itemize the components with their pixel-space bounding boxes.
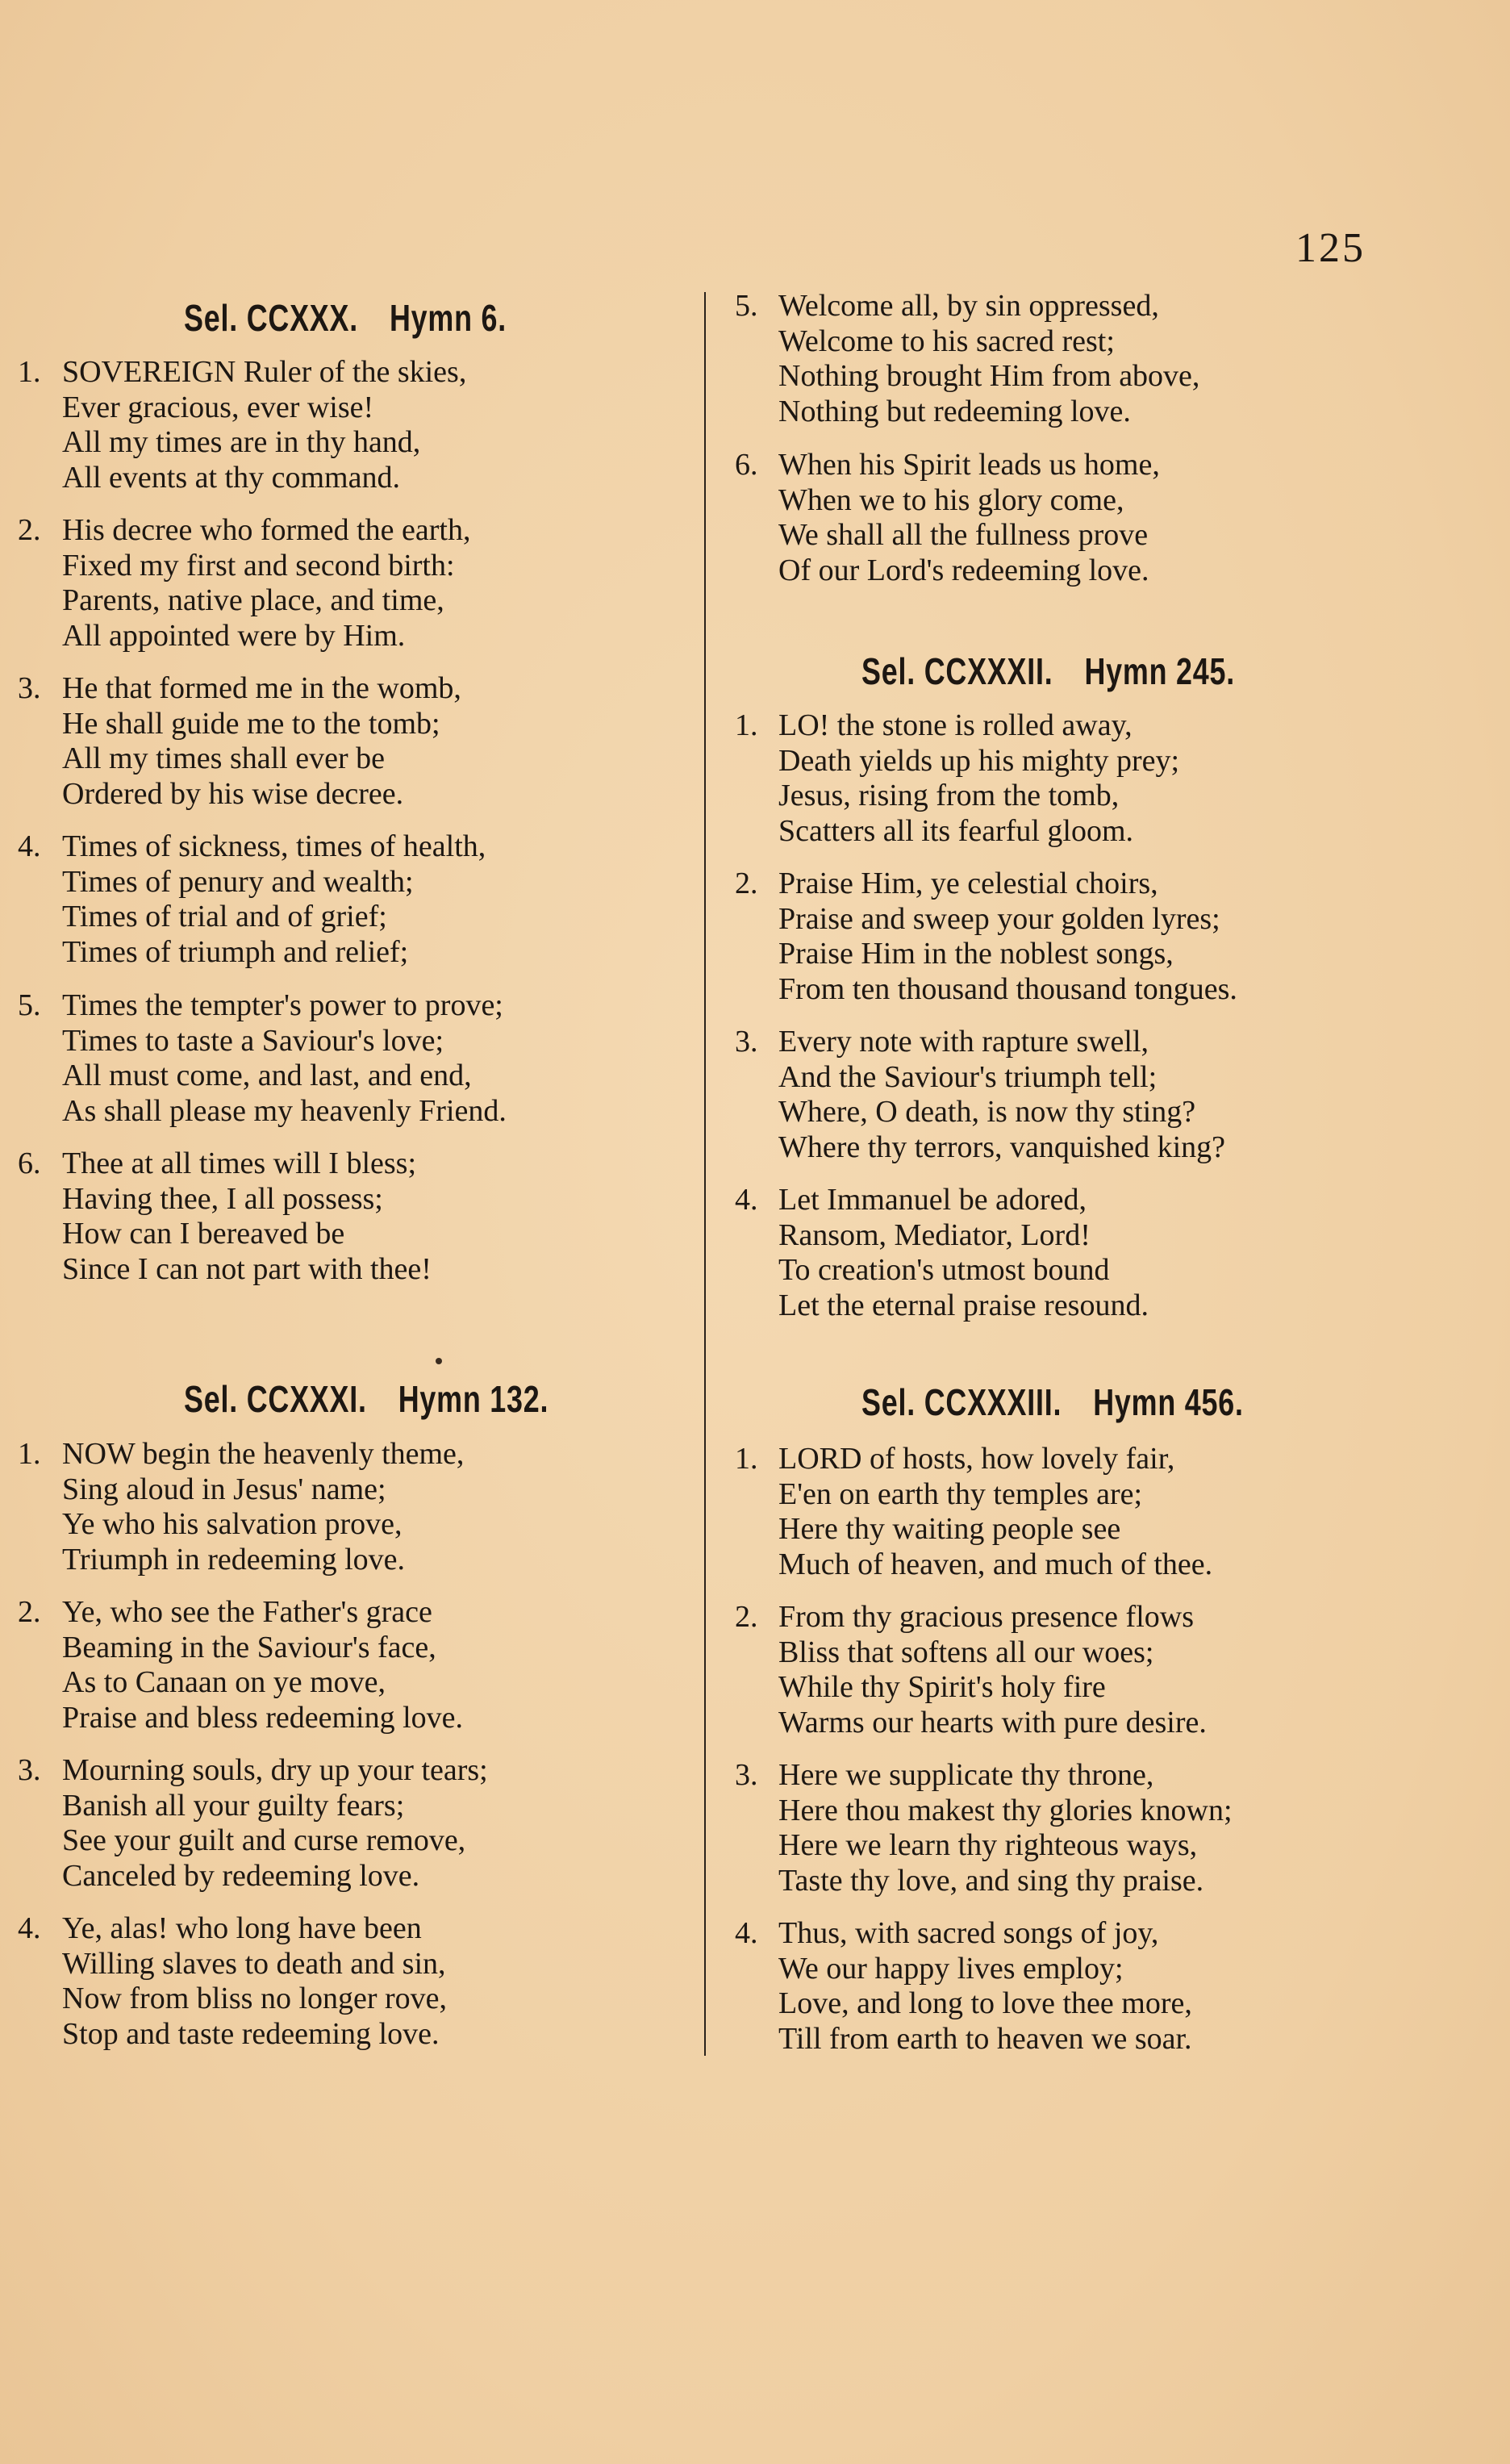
verse-line: LO! the stone is rolled away, [778,708,1132,742]
verse-number: 1. [18,355,41,389]
verse-line: Willing slaves to death and sin, [62,1946,446,1981]
verse-lines [778,1600,1207,1740]
verse-number: 5. [18,988,41,1022]
verse-line: All my times are in thy hand, [62,425,421,459]
verse-line: Triumph in redeeming love. [62,1542,405,1577]
verse-lines [778,1916,1192,2057]
verse-line: Nothing brought Him from above, [778,359,1200,393]
verse-line: Ever gracious, ever wise! [62,390,374,424]
verse-line: Times the tempter's power to prove; [62,988,503,1022]
verse-lines [62,513,470,654]
verse-line: Till from earth to heaven we soar. [778,2021,1192,2056]
verse-lines [778,1758,1233,1898]
hymn-number: Hymn 456. [1093,1381,1244,1423]
verse-line: E'en on earth thy temples are; [778,1476,1143,1511]
verse-line: Ye, who see the Father's grace [62,1595,432,1629]
verse-line: Here thou makest thy glories known; [778,1793,1233,1827]
verse-line: Fixed my first and second birth: [62,548,455,583]
verse-line: Sing aloud in Jesus' name; [62,1472,386,1506]
verse-lines [778,708,1179,849]
verse-number: 4. [735,1183,758,1217]
verse-line: Every note with rapture swell, [778,1025,1149,1059]
hymn-number: Hymn 132. [398,1378,549,1420]
selection-number: Sel. CCXXXI. [184,1378,367,1420]
verse-line: Where thy terrors, vanquished king? [778,1130,1225,1164]
verse-lines [778,1442,1212,1582]
selection-number: Sel. CCXXXII. [861,650,1053,692]
verse-number: 2. [735,1600,758,1634]
verse-number: 4. [18,1911,41,1945]
verse-line: Times of penury and wealth; [62,864,414,899]
verse-lines [778,289,1199,429]
hymn-number: Hymn 6. [389,297,507,339]
verse-number: 2. [18,1595,41,1629]
verse-line: Here we supplicate thy throne, [778,1758,1154,1792]
verse-line: Welcome all, by sin oppressed, [778,289,1159,323]
verse-lines [778,1025,1225,1165]
verse-line: Let Immanuel be adored, [778,1183,1087,1217]
verse-number: 1. [735,708,758,742]
verse-line: From ten thousand thousand tongues. [778,971,1237,1006]
verse-line: Mourning souls, dry up your tears; [62,1753,488,1787]
verse-line: Thee at all times will I bless; [62,1146,417,1180]
verse-lines [62,671,461,812]
verse-line: Here thy waiting people see [778,1512,1121,1546]
verse-line: Where, O death, is now thy sting? [778,1095,1196,1129]
verse-line: Scatters all its fearful gloom. [778,813,1134,848]
verse-line: As to Canaan on ye move, [62,1665,386,1699]
verse-line: Stop and taste redeeming love. [62,2016,440,2051]
hymn-heading [184,297,507,339]
verse-lines [62,988,507,1129]
verse-line: Times of trial and of grief; [62,900,387,933]
verse-number: 4. [18,829,41,863]
verse-line: Praise Him, ye celestial choirs, [778,867,1158,900]
verse-line: Warms our hearts with pure desire. [778,1705,1207,1739]
verse-number: 3. [18,671,41,705]
verse-line: Praise and sweep your golden lyres; [778,901,1220,936]
hymn-heading [184,1378,549,1420]
verse-line: Praise and bless redeeming love. [62,1700,464,1735]
verse-line: While thy Spirit's holy fire [778,1670,1106,1704]
verse-line: Let the eternal praise resound. [778,1288,1149,1322]
verse-line: Praise Him in the noblest songs, [778,937,1174,971]
verse-line: Since I can not part with thee! [62,1251,432,1286]
verse-line: Ye, alas! who long have been [62,1911,422,1945]
verse-lines [62,1437,464,1577]
verse-number: 2. [735,867,758,900]
verse-line: Jesus, rising from the tomb, [778,779,1120,812]
verse-line: Welcome to his sacred rest; [778,324,1115,358]
verse-line: Canceled by redeeming love. [62,1858,420,1893]
verse-line: Parents, native place, and time, [62,583,444,617]
verse-line: We our happy lives employ; [778,1951,1124,1986]
hymn-heading [861,650,1235,692]
verse-line: LORD of hosts, how lovely fair, [778,1442,1175,1476]
verse-line: All must come, and last, and end, [62,1059,472,1092]
verse-line: NOW begin the heavenly theme, [62,1437,465,1471]
verse-line: When his Spirit leads us home, [778,448,1160,482]
verse-line: Of our Lord's redeeming love. [778,553,1149,587]
verse-line: Times to taste a Saviour's love; [62,1023,444,1058]
verse-line: When we to his glory come, [778,482,1124,517]
verse-number: 4. [735,1916,758,1950]
verse-line: SOVEREIGN Ruler of the skies, [62,355,467,389]
verse-lines [62,1911,447,2052]
verse-number: 5. [735,289,758,323]
verse-line: He that formed me in the womb, [62,671,461,705]
verse-lines [62,355,466,495]
verse-lines [62,1595,463,1735]
verse-line: All my times shall ever be [62,741,385,775]
verse-line: Beaming in the Saviour's face, [62,1630,436,1664]
verse-line: Thus, with sacred songs of joy, [778,1916,1159,1950]
verse-line: From thy gracious presence flows [778,1600,1194,1634]
verse-number: 3. [735,1025,758,1059]
verse-number: 3. [18,1753,41,1787]
verse-lines [778,867,1237,1007]
verse-line: His decree who formed the earth, [62,513,471,547]
verse-number: 3. [735,1758,758,1792]
verse-line: Nothing but redeeming love. [778,394,1131,428]
verse-lines [778,448,1160,588]
verse-line: Banish all your guilty fears; [62,1788,405,1823]
verse-line: Ordered by his wise decree. [62,776,404,811]
verse-lines [62,1146,432,1287]
verse-line: Bliss that softens all our woes; [778,1635,1154,1669]
column-divider [704,292,706,2056]
verse-lines [62,1753,488,1894]
verse-line: Death yields up his mighty prey; [778,743,1180,778]
verse-line: Times of triumph and relief; [62,934,409,969]
verse-number: 6. [735,448,758,482]
verse-line: Now from bliss no longer rove, [62,1982,448,2015]
verse-lines [778,1183,1149,1323]
verse-line: We shall all the fullness prove [778,518,1149,552]
verse-line: Times of sickness, times of health, [62,829,486,863]
verse-line: Ransom, Mediator, Lord! [778,1217,1091,1252]
page-speck [436,1358,442,1364]
verse-line: And the Saviour's triumph tell; [778,1059,1158,1094]
hymn-heading [861,1381,1244,1423]
verse-line: Love, and long to love thee more, [778,1986,1192,2020]
selection-number: Sel. CCXXX. [184,297,358,339]
hymn-number: Hymn 245. [1084,650,1235,692]
verse-line: He shall guide me to the tomb; [62,706,440,741]
verse-line: Having thee, I all possess; [62,1181,383,1216]
verse-line: How can I bereaved be [62,1217,345,1251]
page-number: 125 [1295,225,1366,271]
verse-line: Here we learn thy righteous ways, [778,1828,1198,1862]
selection-number: Sel. CCXXXIII. [861,1381,1062,1423]
verse-number: 2. [18,513,41,547]
verse-line: Ye who his salvation prove, [62,1507,403,1541]
verse-line: To creation's utmost bound [778,1253,1110,1287]
verse-line: Taste thy love, and sing thy praise. [778,1863,1204,1898]
verse-line: See your guilt and curse remove, [62,1823,466,1857]
verse-number: 1. [18,1437,41,1471]
verse-line: As shall please my heavenly Friend. [62,1093,507,1128]
verse-number: 6. [18,1146,41,1180]
verse-line: Much of heaven, and much of thee. [778,1547,1213,1581]
verse-number: 1. [735,1442,758,1476]
verse-line: All appointed were by Him. [62,618,406,653]
verse-line: All events at thy command. [62,460,400,495]
verse-lines [62,829,486,970]
